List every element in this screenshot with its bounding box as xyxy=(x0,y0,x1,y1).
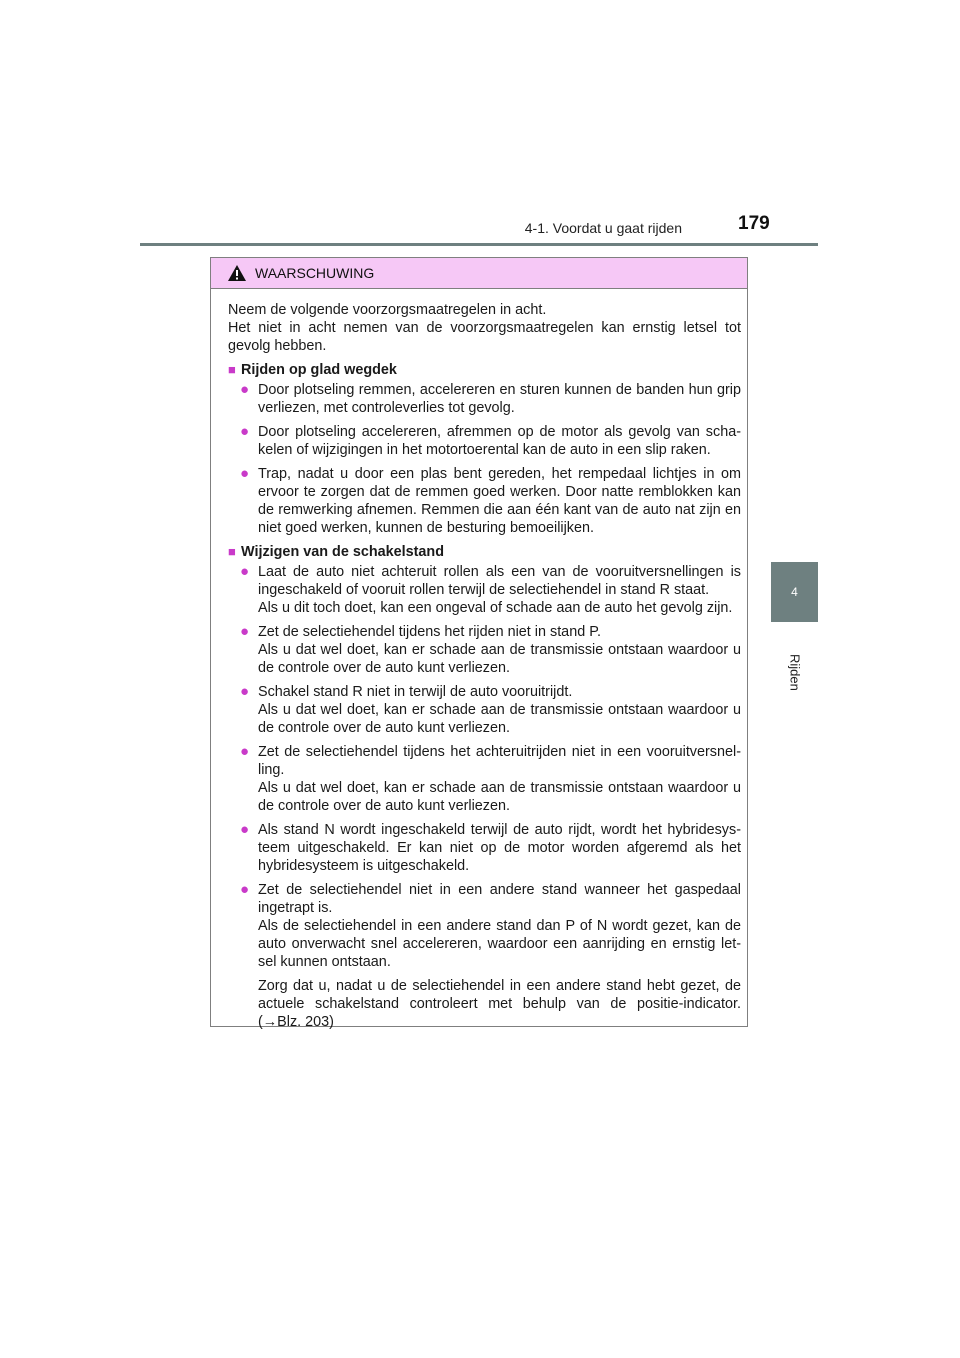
bullet-dot-icon: ● xyxy=(240,423,250,440)
list-item: ● Zet de selectiehendel tijdens het rijden niet in stand P. Als u dat wel doet, kan er schade aan de transmissie ontstaan waardoor u de controle over de auto kunt verliezen. xyxy=(240,623,741,676)
bullet-dot-icon: ● xyxy=(240,563,250,580)
list-item: ● Zet de selectiehendel tijdens het achteruitrijden niet in een vooruitversnel-ling. Als u dat wel doet, kan er schade aan de transmissie ontstaan waardoor u de controle over de auto kunt verliezen. xyxy=(240,743,741,814)
bullet-dot-icon: ● xyxy=(240,743,250,760)
list-item: ● Door plotseling accelereren, afremmen op de motor als gevolg van scha-kelen of wijzigingen in het motortoerental kan de auto in een slip raken. xyxy=(240,423,741,458)
intro-line: Neem de volgende voorzorgsmaatregelen in acht. xyxy=(228,302,547,318)
bullet-dot-icon: ● xyxy=(240,683,250,700)
bullet-dot-icon: ● xyxy=(240,381,250,398)
list-item: ● Door plotseling remmen, accelereren en sturen kunnen de banden hun grip verliezen, met controleverlies tot gevolg. xyxy=(240,381,741,416)
warning-body xyxy=(211,289,747,1031)
list-item: ● Als stand N wordt ingeschakeld terwijl de auto rijdt, wordt het hybridesys-teem uitgeschakeld. Er kan niet op de motor worden afgeremd als het hybridesysteem is uitgeschakeld. xyxy=(240,821,741,874)
bullet-dot-icon: ● xyxy=(240,821,250,838)
list-item: ● Trap, nadat u door een plas bent gereden, het rempedaal lichtjes in om ervoor te zorgen dat de remmen goed werken. Door natte remblokken kan de remwerking afnemen. Remmen die aan één kant van de auto nat zijn en niet goed werken, kunnen de besturing bemoeilijken. xyxy=(240,465,741,536)
list-item: ● Zet de selectiehendel niet in een andere stand wanneer het gaspedaal ingetrapt is. Als de selectiehendel in een andere stand dan P of N wordt gezet, kan de auto onverwacht snel accelereren, waardoor een aanrijding en ernstig let-sel kunnen ontstaan. xyxy=(240,881,741,970)
warning-header xyxy=(211,258,747,289)
section-heading: ■ Rijden op glad wegdek xyxy=(228,362,397,378)
page-number: 179 xyxy=(738,213,770,234)
section-title: 4-1. Voordat u gaat rijden xyxy=(524,220,682,236)
bullet-dot-icon: ● xyxy=(240,465,250,482)
warning-box xyxy=(210,257,748,1030)
warning-title: WAARSCHUWING xyxy=(255,265,375,281)
warning-triangle-icon xyxy=(227,264,247,282)
square-bullet-icon: ■ xyxy=(228,362,236,377)
chapter-label: Rijden xyxy=(787,654,803,691)
list-item: ● Schakel stand R niet in terwijl de auto vooruitrijdt. Als u dat wel doet, kan er schade aan de transmissie ontstaan waardoor u de controle over de auto kunt verliezen. xyxy=(240,683,741,736)
bullet-dot-icon: ● xyxy=(240,881,250,898)
chapter-tab: 4 xyxy=(771,562,818,622)
section-heading: ■ Wijzigen van de schakelstand xyxy=(228,544,445,560)
bullet-dot-icon: ● xyxy=(240,623,250,640)
closing-note: Zorg dat u, nadat u de selectiehendel in een andere stand hebt gezet, de actuele schakelstand controleert met behulp van de positie-indicator. (→Blz. 203) xyxy=(258,978,741,1030)
header-rule xyxy=(140,243,818,246)
list-item: ● Laat de auto niet achteruit rollen als een van de vooruitversnellingen is ingeschakeld of vooruit rollen terwijl de selectiehendel in stand R staat. Als u dit toch doet, kan een ongeval of schade aan de auto het gevolg zijn. xyxy=(240,563,741,616)
intro-line: Het niet in acht nemen van de voorzorgsmaatregelen kan ernstig letsel tot gevolg hebben. xyxy=(228,320,741,354)
square-bullet-icon: ■ xyxy=(228,544,236,559)
